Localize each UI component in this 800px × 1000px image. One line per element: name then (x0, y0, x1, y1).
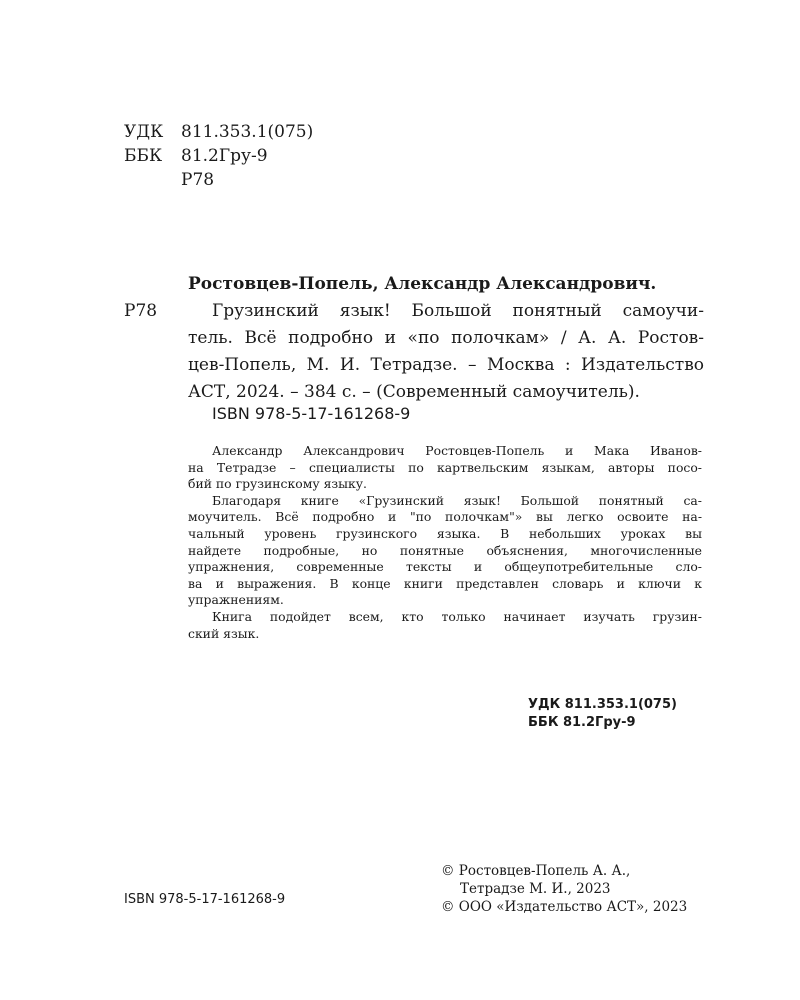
entry-line: цев-Попель, М. И. Тетрадзе. – Москва : Издательство (188, 355, 704, 375)
annotation-line: Благодаря книге «Грузинский язык! Большой понятный са- (212, 492, 702, 508)
annotation-line: бий по грузинскому языку. (188, 476, 367, 492)
entry-code: Р78 (124, 301, 158, 321)
udk-label: УДК (124, 122, 164, 142)
annotation-line: ва и выражения. В конце книги представлен словарь и ключи к (188, 575, 702, 591)
bbk-label: ББК (124, 146, 163, 166)
udk-value: 811.353.1(075) (181, 122, 314, 142)
entry-line: Грузинский язык! Большой понятный самоучи- (212, 301, 704, 321)
isbn-main: ISBN 978-5-17-161268-9 (212, 404, 411, 423)
stamp-bbk: ББК 81.2Гру-9 (528, 715, 636, 730)
entry-text (188, 298, 704, 406)
annotation-line: упражнениям. (188, 592, 284, 608)
stamp-udk: УДК 811.353.1(075) (528, 697, 677, 712)
author-mark: Р78 (181, 170, 215, 190)
copyright-block (441, 862, 687, 916)
copyright-line: © ООО «Издательство АСТ», 2023 (441, 899, 688, 915)
bibliographic-entry (124, 298, 704, 406)
copyright-line: Тетрадзе М. И., 2023 (460, 881, 611, 897)
author-mark-row (124, 168, 313, 192)
bibliographic-record (124, 271, 704, 406)
udk-row (124, 120, 313, 144)
bbk-value: 81.2Гру-9 (181, 146, 268, 166)
annotation-line: чальный уровень грузинского языка. В небольших уроках вы (188, 525, 702, 541)
annotation-line: моучитель. Всё подробно и "по полочкам"» вы легко освоите на- (188, 509, 702, 525)
classification-stamp (528, 696, 677, 732)
annotation-line: Александр Александрович Ростовцев-Попель и Мака Иванов- (212, 443, 702, 458)
bbk-row (124, 144, 313, 168)
classification-codes (124, 120, 313, 192)
annotation (188, 443, 702, 642)
annotation-line: упражнения, современные тексты и общеупотребительные сло- (188, 559, 702, 575)
annotation-line: найдете подробные, но понятные объяснения, многочисленные (188, 542, 702, 558)
annotation-line: Книга подойдет всем, кто только начинает изучать грузин- (212, 608, 702, 624)
isbn-bottom: ISBN 978-5-17-161268-9 (124, 892, 286, 907)
entry-line: АСТ, 2024. – 384 с. – (Современный самоучитель). (188, 382, 640, 402)
copyright-line: © Ростовцев-Попель А. А., (441, 863, 631, 879)
annotation-line: ский язык. (188, 625, 260, 641)
author-heading: Ростовцев-Попель, Александр Александрович. (188, 274, 657, 294)
entry-line: тель. Всё подробно и «по полочкам» / А. А. Ростов- (188, 328, 704, 348)
annotation-line: на Тетрадзе – специалисты по картвельским языкам, авторы посо- (188, 459, 702, 475)
